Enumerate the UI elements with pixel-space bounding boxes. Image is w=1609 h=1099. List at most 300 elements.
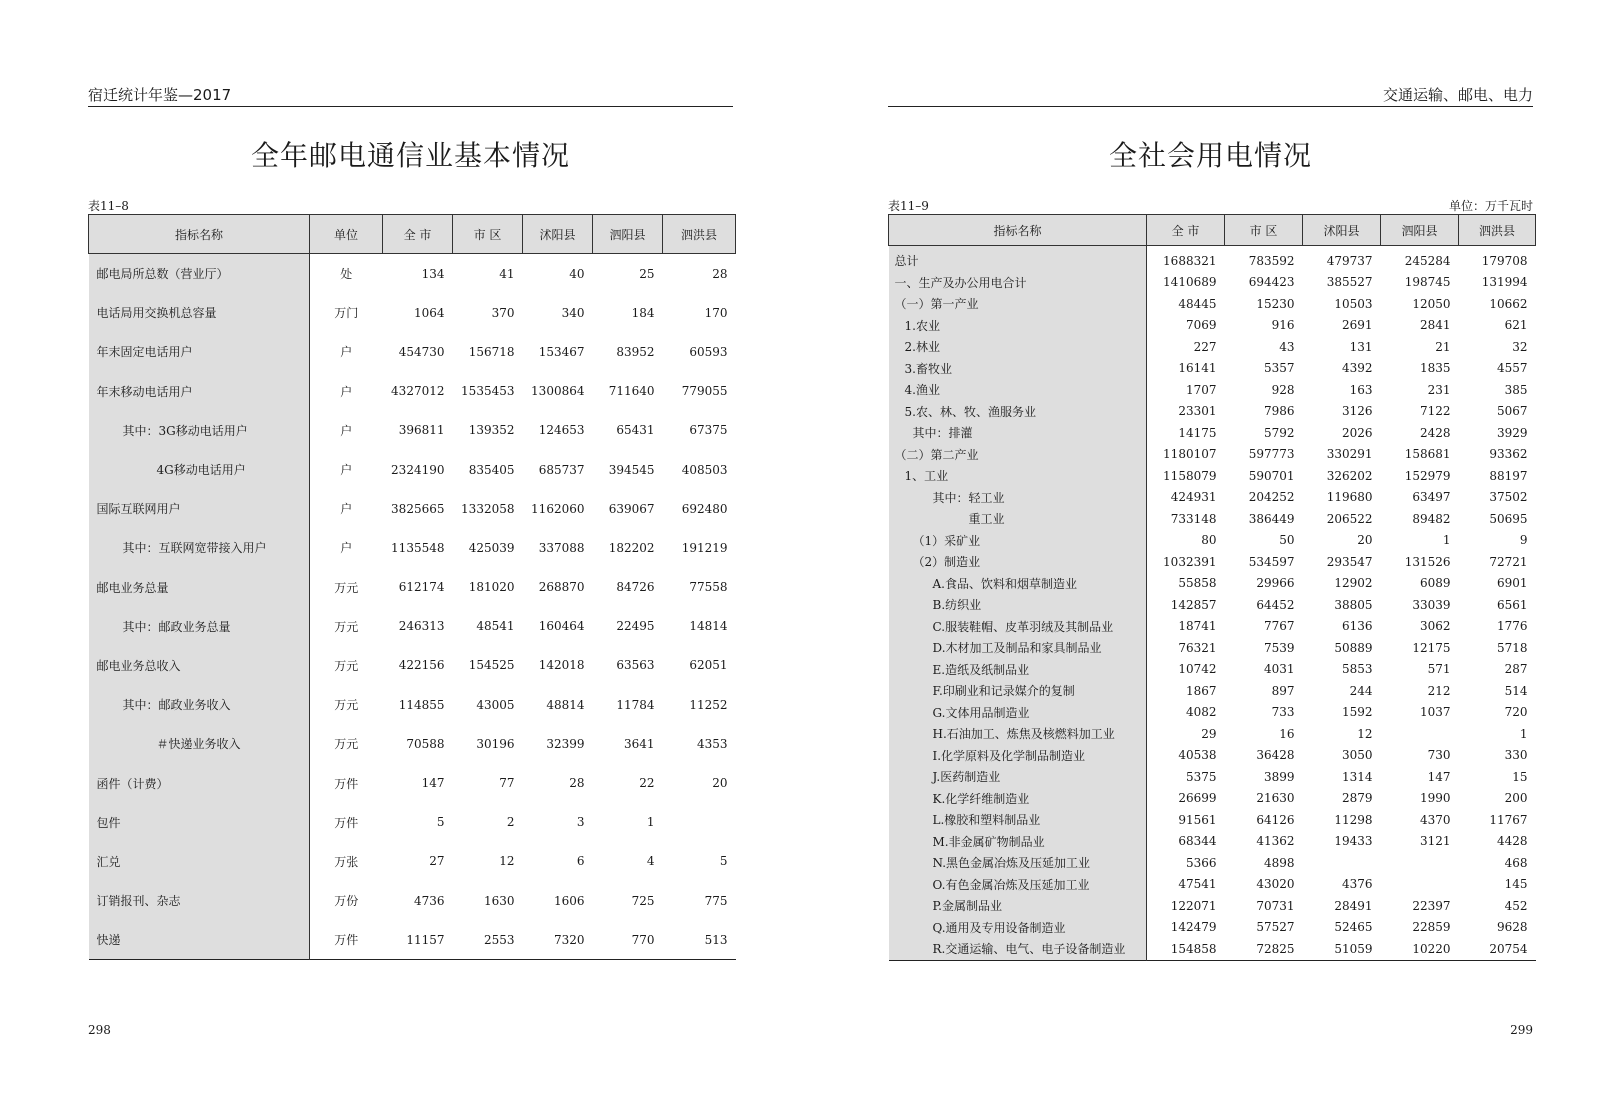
value-cell: 1: [646, 815, 655, 830]
table-row: [889, 831, 1536, 853]
value-cell: 4736: [413, 893, 445, 908]
value-cell: 287: [1504, 662, 1528, 677]
value-cell: [1303, 852, 1381, 874]
value-cell: 711640: [608, 384, 655, 399]
row-label: 其中：邮政业务收入: [89, 685, 310, 724]
table-row: [889, 702, 1536, 724]
table-row: [89, 411, 736, 450]
value-cell: 245284: [1404, 253, 1451, 268]
unit-cell: 万元: [334, 580, 359, 595]
value-cell: 119680: [1326, 490, 1373, 505]
value-cell: 4031: [1263, 662, 1295, 677]
table-row: [89, 685, 736, 724]
value-cell: 340: [561, 305, 585, 320]
value-cell: 326202: [1326, 468, 1373, 483]
value-cell: 422156: [398, 658, 445, 673]
table-row: [89, 293, 736, 332]
value-cell: 63497: [1412, 490, 1451, 505]
value-cell: 48445: [1178, 296, 1217, 311]
value-cell: 733: [1271, 705, 1295, 720]
value-cell: 1037: [1419, 705, 1451, 720]
value-cell: 9628: [1496, 920, 1528, 935]
row-label: P.金属制品业: [889, 895, 1147, 917]
table-row: [889, 379, 1536, 401]
value-cell: 1630: [483, 893, 515, 908]
table-row: [889, 272, 1536, 294]
unit-cell: 户: [340, 502, 353, 517]
row-label: 1、工业: [889, 465, 1147, 487]
value-cell: 11252: [689, 697, 728, 712]
value-cell: 6136: [1341, 619, 1373, 634]
value-cell: 692480: [681, 501, 728, 516]
value-cell: 835405: [468, 462, 515, 477]
value-cell: 2553: [483, 932, 515, 947]
unit-cell: 户: [340, 541, 353, 556]
value-cell: 153467: [538, 344, 585, 359]
header-cell: 泗阳县: [593, 215, 663, 254]
row-label: L.橡胶和塑料制品业: [889, 809, 1147, 831]
value-cell: 50889: [1334, 640, 1373, 655]
value-cell: 5853: [1341, 662, 1373, 677]
unit-cell: 户: [340, 463, 353, 478]
value-cell: 12050: [1412, 296, 1451, 311]
value-cell: 124653: [538, 423, 585, 438]
value-cell: 36428: [1256, 748, 1295, 763]
value-cell: 212: [1427, 683, 1451, 698]
row-label: O.有色金属冶炼及压延加工业: [889, 874, 1147, 896]
row-label: H.石油加工、炼焦及核燃料加工业: [889, 723, 1147, 745]
value-cell: 385527: [1326, 275, 1373, 290]
value-cell: 3929: [1496, 425, 1528, 440]
value-cell: 4370: [1419, 812, 1451, 827]
table-row: [89, 763, 736, 802]
value-cell: 590701: [1248, 468, 1295, 483]
row-label: 年末固定电话用户: [89, 332, 310, 371]
value-cell: 7069: [1185, 318, 1217, 333]
header-cell: 沭阳县: [523, 215, 593, 254]
value-cell: 21630: [1256, 791, 1295, 806]
value-cell: 897: [1271, 683, 1295, 698]
value-cell: 160464: [538, 619, 585, 634]
value-cell: 52465: [1334, 920, 1373, 935]
table-row: [889, 874, 1536, 896]
value-cell: 2428: [1419, 425, 1451, 440]
value-cell: 32: [1512, 339, 1528, 354]
unit-cell: 处: [340, 267, 353, 282]
page-number: 299: [1510, 1023, 1533, 1037]
value-cell: 3121: [1419, 834, 1451, 849]
row-label: 其中：轻工业: [889, 487, 1147, 509]
value-cell: 18741: [1178, 619, 1217, 634]
table-row: [89, 607, 736, 646]
header-cell: 指标名称: [889, 215, 1147, 246]
row-label: 其中：邮政业务总量: [89, 607, 310, 646]
row-label: J.医药制造业: [889, 766, 1147, 788]
value-cell: 694423: [1248, 275, 1295, 290]
value-cell: 200: [1504, 791, 1528, 806]
page-number: 298: [88, 1023, 111, 1037]
value-cell: 20: [712, 776, 728, 791]
table-row: [889, 659, 1536, 681]
value-cell: 43020: [1256, 877, 1295, 892]
value-cell: 41: [499, 266, 515, 281]
table-row: [89, 881, 736, 920]
value-cell: 3050: [1341, 748, 1373, 763]
page-title: 全年邮电通信业基本情况: [250, 139, 570, 172]
table-number: 表11–9: [888, 199, 929, 213]
table-row: [889, 809, 1536, 831]
value-cell: 1135548: [391, 540, 445, 555]
value-cell: 5792: [1263, 425, 1295, 440]
row-label: ＃快递业务收入: [89, 724, 310, 763]
value-cell: 621: [1504, 318, 1528, 333]
value-cell: 147: [1427, 769, 1451, 784]
value-cell: 7986: [1263, 404, 1295, 419]
value-cell: 7767: [1263, 619, 1295, 634]
value-cell: 70731: [1256, 898, 1295, 913]
value-cell: 12902: [1334, 576, 1373, 591]
table-row: [89, 568, 736, 607]
value-cell: 91561: [1178, 812, 1217, 827]
row-label: 1.农业: [889, 315, 1147, 337]
unit-note: 单位：万千瓦时: [1448, 199, 1533, 213]
value-cell: 454730: [398, 344, 445, 359]
value-cell: 4: [646, 854, 655, 869]
value-cell: 29966: [1256, 576, 1295, 591]
row-label: （一）第一产业: [889, 293, 1147, 315]
value-cell: 330: [1504, 748, 1528, 763]
value-cell: 468: [1504, 855, 1528, 870]
table-header-row: [89, 215, 736, 254]
value-cell: 206522: [1326, 511, 1373, 526]
row-label: R.交通运输、电气、电子设备制造业: [889, 938, 1147, 960]
value-cell: 1032391: [1163, 554, 1217, 569]
value-cell: 1: [1442, 533, 1451, 548]
unit-cell: 万件: [334, 776, 359, 791]
value-cell: 231: [1427, 382, 1451, 397]
value-cell: 142018: [538, 658, 585, 673]
row-label: B.纺织业: [889, 594, 1147, 616]
table-row: [889, 246, 1536, 272]
unit-cell: 万门: [334, 306, 359, 321]
page-title: 全社会用电情况: [1108, 139, 1312, 172]
value-cell: 28491: [1334, 898, 1373, 913]
table-row: [889, 401, 1536, 423]
unit-cell: 万件: [334, 933, 359, 948]
value-cell: 2879: [1341, 791, 1373, 806]
table-row: [889, 573, 1536, 595]
value-cell: 48541: [476, 619, 515, 634]
row-label: 2.林业: [889, 336, 1147, 358]
value-cell: 142857: [1170, 597, 1217, 612]
value-cell: 639067: [608, 501, 655, 516]
value-cell: 385: [1504, 382, 1528, 397]
value-cell: 16141: [1178, 361, 1217, 376]
value-cell: 725: [631, 893, 655, 908]
value-cell: 293547: [1326, 554, 1373, 569]
value-cell: 1776: [1496, 619, 1528, 634]
row-label: 汇兑: [89, 842, 310, 881]
value-cell: 154858: [1170, 941, 1217, 956]
value-cell: 48814: [546, 697, 585, 712]
value-cell: 1: [1519, 726, 1528, 741]
value-cell: 51059: [1334, 941, 1373, 956]
table-row: [889, 508, 1536, 530]
value-cell: 122071: [1170, 898, 1217, 913]
value-cell: 1064: [413, 305, 445, 320]
value-cell: 11298: [1334, 812, 1373, 827]
unit-cell: 户: [340, 423, 353, 438]
value-cell: 12: [499, 854, 515, 869]
value-cell: 41362: [1256, 834, 1295, 849]
value-cell: [1381, 723, 1459, 745]
table-row: [89, 842, 736, 881]
value-cell: 179708: [1481, 253, 1528, 268]
table-row: [889, 788, 1536, 810]
table-row: [889, 487, 1536, 509]
unit-cell: 万件: [334, 815, 359, 830]
row-label: 函件（计费）: [89, 763, 310, 802]
table-row: [89, 332, 736, 371]
electricity-usage-table: [888, 214, 1536, 961]
row-label: 邮电业务总量: [89, 568, 310, 607]
value-cell: 77558: [689, 580, 728, 595]
table-row: [889, 637, 1536, 659]
value-cell: 1158079: [1163, 468, 1217, 483]
row-label: 3.畜牧业: [889, 358, 1147, 380]
value-cell: 68344: [1178, 834, 1217, 849]
value-cell: 5375: [1185, 769, 1217, 784]
table-row: [889, 422, 1536, 444]
row-label: 电话局用交换机总容量: [89, 293, 310, 332]
value-cell: 1162060: [531, 501, 585, 516]
value-cell: 28: [569, 776, 585, 791]
unit-cell: 万份: [334, 894, 359, 909]
value-cell: 14175: [1178, 425, 1217, 440]
header-cell: 市 区: [1225, 215, 1303, 246]
value-cell: 6: [576, 854, 585, 869]
row-label: Q.通用及专用设备制造业: [889, 917, 1147, 939]
table-row: [889, 530, 1536, 552]
value-cell: 408503: [681, 462, 728, 477]
table-row: [89, 254, 736, 294]
value-cell: 64452: [1256, 597, 1295, 612]
table-row: [889, 680, 1536, 702]
value-cell: 47541: [1178, 877, 1217, 892]
value-cell: 3: [576, 815, 585, 830]
value-cell: 29: [1201, 726, 1217, 741]
value-cell: 2026: [1341, 425, 1373, 440]
value-cell: 65431: [616, 423, 655, 438]
table-row: [889, 293, 1536, 315]
table-row: [89, 489, 736, 528]
value-cell: 22: [639, 776, 655, 791]
table-row: [89, 724, 736, 763]
value-cell: 93362: [1489, 447, 1528, 462]
value-cell: 22397: [1412, 898, 1451, 913]
table-row: [889, 895, 1536, 917]
value-cell: 15: [1512, 769, 1528, 784]
value-cell: 386449: [1248, 511, 1295, 526]
table-row: [889, 444, 1536, 466]
value-cell: 1707: [1185, 382, 1217, 397]
value-cell: 227: [1193, 339, 1217, 354]
value-cell: 479737: [1326, 253, 1373, 268]
value-cell: 156718: [468, 344, 515, 359]
unit-cell: 万元: [334, 737, 359, 752]
value-cell: 131994: [1481, 275, 1528, 290]
value-cell: 145: [1504, 877, 1528, 892]
row-label: 邮电局所总数（营业厅）: [89, 254, 310, 294]
unit-cell: 万张: [334, 854, 359, 869]
value-cell: [663, 803, 736, 842]
value-cell: 198745: [1404, 275, 1451, 290]
row-label: 其中：3G移动电话用户: [89, 411, 310, 450]
row-label: 邮电业务总收入: [89, 646, 310, 685]
value-cell: 4898: [1263, 855, 1295, 870]
value-cell: 30196: [476, 736, 515, 751]
value-cell: 131526: [1404, 554, 1451, 569]
value-cell: 916: [1271, 318, 1295, 333]
value-cell: 57527: [1256, 920, 1295, 935]
row-label: 总计: [889, 246, 1147, 272]
value-cell: 38805: [1334, 597, 1373, 612]
row-label: （1）采矿业: [889, 530, 1147, 552]
row-label: D.木材加工及制品和家具制品业: [889, 637, 1147, 659]
table-row: [889, 551, 1536, 573]
value-cell: 1592: [1341, 705, 1373, 720]
value-cell: 685737: [538, 462, 585, 477]
table-row: [889, 315, 1536, 337]
row-label: 年末移动电话用户: [89, 372, 310, 411]
value-cell: 5: [719, 854, 728, 869]
value-cell: 70588: [406, 736, 445, 751]
value-cell: 571: [1427, 662, 1451, 677]
row-label: 5.农、林、牧、渔服务业: [889, 401, 1147, 423]
value-cell: 43005: [476, 697, 515, 712]
value-cell: 928: [1271, 382, 1295, 397]
value-cell: 2324190: [391, 462, 445, 477]
value-cell: [1381, 874, 1459, 896]
value-cell: 337088: [538, 540, 585, 555]
value-cell: 1410689: [1163, 275, 1217, 290]
value-cell: 43: [1279, 339, 1295, 354]
value-cell: 6561: [1496, 597, 1528, 612]
value-cell: 25: [639, 266, 655, 281]
value-cell: 22859: [1412, 920, 1451, 935]
value-cell: 147: [421, 776, 445, 791]
header-cell: 全 市: [383, 215, 453, 254]
value-cell: 72721: [1489, 554, 1528, 569]
header-cell: 单位: [310, 215, 383, 254]
table-row: [889, 766, 1536, 788]
row-label: K.化学纤维制造业: [889, 788, 1147, 810]
value-cell: 21: [1435, 339, 1451, 354]
value-cell: [1381, 852, 1459, 874]
value-cell: 1606: [553, 893, 585, 908]
value-cell: 513: [704, 932, 728, 947]
value-cell: 4392: [1341, 361, 1373, 376]
value-cell: 26699: [1178, 791, 1217, 806]
value-cell: 16: [1279, 726, 1295, 741]
value-cell: 50: [1279, 533, 1295, 548]
table-number: 表11–8: [88, 199, 129, 213]
running-header: 宿迁统计年鉴—2017: [88, 86, 733, 107]
row-label: I.化学原料及化学制品制造业: [889, 745, 1147, 767]
value-cell: 4428: [1496, 834, 1528, 849]
value-cell: 4353: [696, 736, 728, 751]
table-row: [889, 358, 1536, 380]
row-label: A.食品、饮料和烟草制造业: [889, 573, 1147, 595]
value-cell: 4557: [1496, 361, 1528, 376]
value-cell: 131: [1349, 339, 1373, 354]
value-cell: 32399: [546, 736, 585, 751]
value-cell: 20: [1357, 533, 1373, 548]
value-cell: 246313: [398, 619, 445, 634]
value-cell: 330291: [1326, 447, 1373, 462]
value-cell: 3062: [1419, 619, 1451, 634]
value-cell: 1835: [1419, 361, 1451, 376]
value-cell: 14814: [689, 619, 728, 634]
value-cell: 170: [704, 305, 728, 320]
value-cell: 597773: [1248, 447, 1295, 462]
row-label: 4G移动电话用户: [89, 450, 310, 489]
value-cell: 64126: [1256, 812, 1295, 827]
value-cell: 6901: [1496, 576, 1528, 591]
row-label: 重工业: [889, 508, 1147, 530]
value-cell: 37502: [1489, 490, 1528, 505]
value-cell: 154525: [468, 658, 515, 673]
row-label: 其中：互联网宽带接入用户: [89, 528, 310, 567]
row-label: 4.渔业: [889, 379, 1147, 401]
value-cell: 4376: [1341, 877, 1373, 892]
value-cell: 1314: [1341, 769, 1373, 784]
value-cell: 3126: [1341, 404, 1373, 419]
row-label: G.文体用品制造业: [889, 702, 1147, 724]
row-label: 其中：排灌: [889, 422, 1147, 444]
value-cell: 10503: [1334, 296, 1373, 311]
value-cell: 1867: [1185, 683, 1217, 698]
value-cell: 770: [631, 932, 655, 947]
value-cell: 20754: [1489, 941, 1528, 956]
value-cell: 1332058: [461, 501, 515, 516]
value-cell: 775: [704, 893, 728, 908]
value-cell: 1180107: [1163, 447, 1217, 462]
value-cell: 142479: [1170, 920, 1217, 935]
value-cell: 89482: [1412, 511, 1451, 526]
unit-cell: 万元: [334, 658, 359, 673]
value-cell: 11767: [1489, 812, 1528, 827]
header-cell: 泗洪县: [1459, 215, 1536, 246]
value-cell: 5: [436, 815, 445, 830]
value-cell: 7320: [553, 932, 585, 947]
table-row: [889, 745, 1536, 767]
value-cell: 2: [506, 815, 515, 830]
value-cell: 11784: [616, 697, 655, 712]
table-row: [889, 336, 1536, 358]
value-cell: 114855: [398, 697, 445, 712]
value-cell: 1535453: [461, 384, 515, 399]
value-cell: 452: [1504, 898, 1528, 913]
table-row: [889, 917, 1536, 939]
value-cell: 10742: [1178, 662, 1217, 677]
value-cell: 4327012: [391, 384, 445, 399]
value-cell: 80: [1201, 533, 1217, 548]
row-label: （2）制造业: [889, 551, 1147, 573]
value-cell: 23301: [1178, 404, 1217, 419]
value-cell: 5067: [1496, 404, 1528, 419]
unit-cell: 万元: [334, 619, 359, 634]
